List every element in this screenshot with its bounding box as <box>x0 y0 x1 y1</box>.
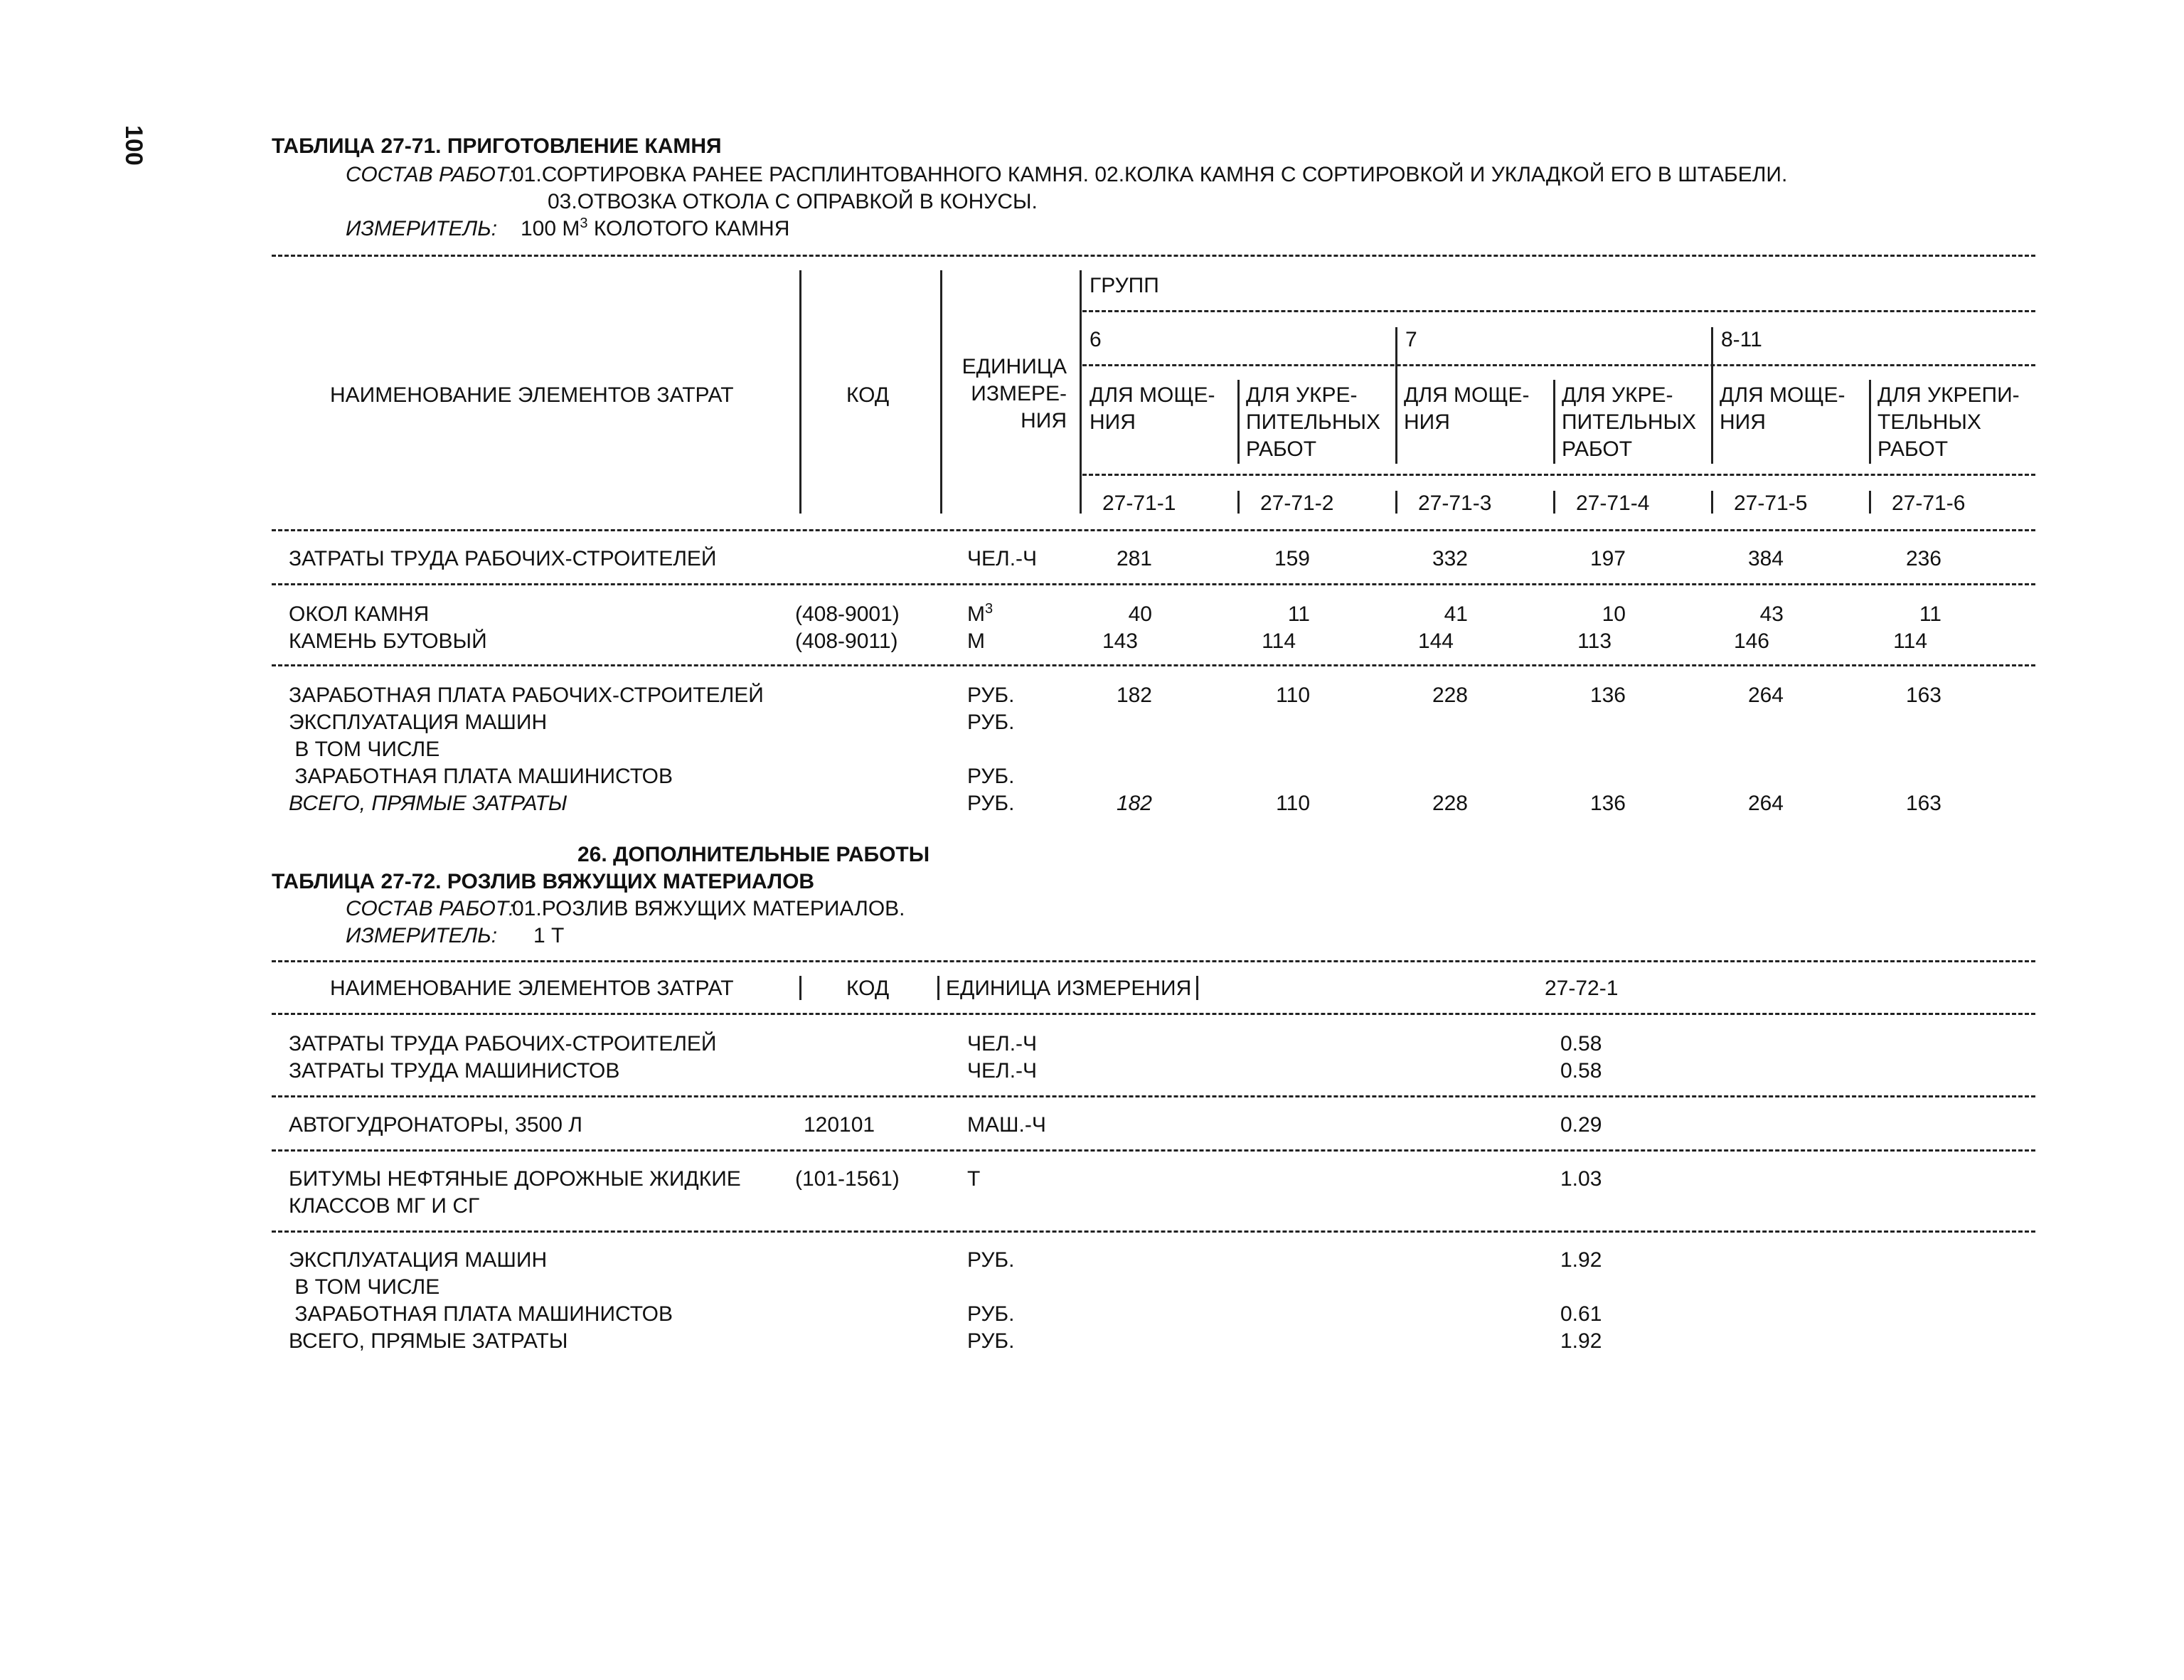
table-row-code: (408-9001) <box>795 602 900 626</box>
table1-header-code: КОД <box>846 383 890 407</box>
table1-subcol-6: РАБОТ <box>1877 437 1949 461</box>
table-row-unit: $М^3$ <box>967 601 994 626</box>
table1-top-rule <box>272 255 2035 257</box>
table-row-unit: РУБ. <box>967 765 1015 788</box>
table-row-unit: РУБ. <box>967 711 1015 734</box>
table1-subcol-6: ДЛЯ УКРЕПИ- <box>1877 383 2020 407</box>
table1-col-code: 27-71-6 <box>1892 491 1966 515</box>
table2-composition-label: СОСТАВ РАБОТ: <box>346 897 515 920</box>
table-cell: 384 <box>1747 547 1784 570</box>
table1-subcol-5: ДЛЯ МОЩЕ- <box>1720 383 1845 407</box>
table1-header-bottom-rule <box>272 529 2035 531</box>
table-cell: 136 <box>1589 684 1626 707</box>
separator <box>1080 270 1082 514</box>
table1-subcol-1: НИЯ <box>1090 410 1136 434</box>
table-cell: 159 <box>1274 547 1310 570</box>
table-row-name: ЭКСПЛУАТАЦИЯ МАШИН <box>289 1248 548 1272</box>
table-row-name: В ТОМ ЧИСЛЕ <box>289 1275 440 1299</box>
table2-top-rule <box>272 960 2035 962</box>
table1-group-7: 7 <box>1405 328 1417 351</box>
table2-title: ТАБЛИЦА 27-72. РОЗЛИВ ВЯЖУЩИХ МАТЕРИАЛОВ <box>272 870 815 893</box>
separator <box>1869 491 1871 514</box>
separator <box>1553 491 1555 514</box>
table1-subcol-4: РАБОТ <box>1562 437 1633 461</box>
table2-header-rule <box>272 1013 2035 1015</box>
table-cell: 264 <box>1747 792 1784 815</box>
table-cell: 182 <box>1116 792 1152 815</box>
table-row-unit: ЧЕЛ.-Ч <box>967 1059 1038 1083</box>
table-cell: 0.58 <box>1560 1032 1602 1056</box>
table1-col-code: 27-71-2 <box>1260 491 1334 515</box>
separator <box>1196 976 1198 1000</box>
table-cell: 332 <box>1432 547 1468 570</box>
table-cell: 144 <box>1417 629 1454 653</box>
table-row-name: ЗАТРАТЫ ТРУДА МАШИНИСТОВ <box>289 1059 620 1083</box>
table1-composition-label: СОСТАВ РАБОТ: <box>346 163 515 186</box>
table2-header-code: КОД <box>846 977 890 1000</box>
table-row-name: ЗАРАБОТНАЯ ПЛАТА МАШИНИСТОВ <box>289 765 673 788</box>
table1-subcol-3: НИЯ <box>1404 410 1450 434</box>
table1-subcol-1: ДЛЯ МОЩЕ- <box>1090 383 1215 407</box>
table1-subcol-5: НИЯ <box>1720 410 1766 434</box>
table-cell: 110 <box>1276 684 1310 707</box>
table1-measure-value: 100 $М^3$ КОЛОТОГО КАМНЯ <box>521 216 790 240</box>
table1-subcol-2: РАБОТ <box>1246 437 1317 461</box>
table1-composition-line1: 01.СОРТИРОВКА РАНЕЕ РАСПЛИНТОВАННОГО КАМНЯ. 02.КОЛКА КАМНЯ С СОРТИРОВКОЙ И УКЛАДКОЙ ЕГО В ШТАБЕЛИ. <box>512 163 1788 186</box>
table-cell: 1.92 <box>1560 1329 1602 1353</box>
table2-measure-label: ИЗМЕРИТЕЛЬ: <box>346 924 498 947</box>
table-row-unit: РУБ. <box>967 1248 1015 1272</box>
table-cell: 264 <box>1747 684 1784 707</box>
separator <box>1395 327 1397 464</box>
table-row-unit: МАШ.-Ч <box>967 1113 1046 1137</box>
table-row-unit: РУБ. <box>967 792 1015 815</box>
table1-subcol-3: ДЛЯ МОЩЕ- <box>1404 383 1530 407</box>
separator <box>1237 491 1240 514</box>
table1-col-code: 27-71-5 <box>1734 491 1808 515</box>
table-row-code: (408-9011) <box>795 629 898 653</box>
table-cell: 163 <box>1905 684 1941 707</box>
table-row-name: ЗАТРАТЫ ТРУДА РАБОЧИХ-СТРОИТЕЛЕЙ <box>289 1032 717 1056</box>
table1-header-unit: НИЯ <box>1021 409 1067 432</box>
table-cell: 1.92 <box>1560 1248 1602 1272</box>
table1-groups-label: ГРУПП <box>1090 274 1159 297</box>
table-cell: 110 <box>1276 792 1310 815</box>
table-cell: 182 <box>1116 684 1152 707</box>
table-row-unit: РУБ. <box>967 684 1015 707</box>
table-row-name: АВТОГУДРОНАТОРЫ, 3500 Л <box>289 1113 582 1137</box>
table-cell: 114 <box>1262 629 1296 653</box>
table-cell: 0.58 <box>1560 1059 1602 1083</box>
table-row-unit: М <box>967 629 985 653</box>
table-row-name: ВСЕГО, ПРЯМЫЕ ЗАТРАТЫ <box>289 1329 568 1353</box>
table1-title: ТАБЛИЦА 27-71. ПРИГОТОВЛЕНИЕ КАМНЯ <box>272 134 722 158</box>
table1-subcol-4: ДЛЯ УКРЕ- <box>1562 383 1673 407</box>
table-row-name: В ТОМ ЧИСЛЕ <box>289 738 440 761</box>
table-cell: 114 <box>1893 629 1927 653</box>
table-cell: 11 <box>1919 602 1941 626</box>
table1-header-unit: ИЗМЕРЕ- <box>971 382 1067 405</box>
table-row-name: ОКОЛ КАМНЯ <box>289 602 430 626</box>
table2-composition-line1: 01.РОЗЛИВ ВЯЖУЩИХ МАТЕРИАЛОВ. <box>512 897 905 920</box>
table-cell: 197 <box>1589 547 1626 570</box>
table1-col-code: 27-71-1 <box>1102 491 1176 515</box>
row-rule <box>272 664 2035 666</box>
table1-header-name: НАИМЕНОВАНИЕ ЭЛЕМЕНТОВ ЗАТРАТ <box>330 383 734 407</box>
section-title: 26. ДОПОЛНИТЕЛЬНЫЕ РАБОТЫ <box>577 843 930 866</box>
table1-subcol-4: ПИТЕЛЬНЫХ <box>1562 410 1697 434</box>
table-cell: 236 <box>1905 547 1941 570</box>
table-row-code: (101-1561) <box>795 1167 900 1191</box>
table-cell: 41 <box>1444 602 1468 626</box>
table1-col-code: 27-71-3 <box>1418 491 1492 515</box>
table-cell: 281 <box>1116 547 1152 570</box>
table-row-name: КЛАССОВ МГ И СГ <box>289 1194 480 1218</box>
table1-subcol-2: ДЛЯ УКРЕ- <box>1246 383 1358 407</box>
separator <box>1395 491 1397 514</box>
table-cell: 43 <box>1759 602 1784 626</box>
table-row-unit: РУБ. <box>967 1302 1015 1326</box>
table-cell: 0.61 <box>1560 1302 1602 1326</box>
table-row-name: ЗАРАБОТНАЯ ПЛАТА МАШИНИСТОВ <box>289 1302 673 1326</box>
table-row-name: ВСЕГО, ПРЯМЫЕ ЗАТРАТЫ <box>289 792 568 815</box>
table-cell: 40 <box>1128 602 1152 626</box>
table2-header-unit: ЕДИНИЦА ИЗМЕРЕНИЯ <box>946 977 1192 1000</box>
separator <box>1711 327 1713 464</box>
separator <box>940 270 942 514</box>
table1-subcol-6: ТЕЛЬНЫХ <box>1877 410 1981 434</box>
table-row-unit: ЧЕЛ.-Ч <box>967 547 1038 570</box>
table-row-name: ЗАТРАТЫ ТРУДА РАБОЧИХ-СТРОИТЕЛЕЙ <box>289 547 717 570</box>
separator <box>799 270 801 514</box>
table1-measure-label: ИЗМЕРИТЕЛЬ: <box>346 217 498 240</box>
page-number: 100 <box>120 125 147 166</box>
table-row-code: 120101 <box>804 1113 875 1137</box>
separator <box>799 976 801 1000</box>
table-row-unit: Т <box>967 1167 981 1191</box>
table1-col-code: 27-71-4 <box>1576 491 1650 515</box>
table1-header-rule <box>1082 364 2035 366</box>
row-rule <box>272 1230 2035 1233</box>
table-row-unit: РУБ. <box>967 1329 1015 1353</box>
table-cell: 146 <box>1733 629 1769 653</box>
table-cell: 113 <box>1577 629 1612 653</box>
table-cell: 228 <box>1432 792 1468 815</box>
table1-composition-line2: 03.ОТВОЗКА ОТКОЛА С ОПРАВКОЙ В КОНУСЫ. <box>548 190 1038 213</box>
table1-group-6: 6 <box>1090 328 1102 351</box>
table-cell: 1.03 <box>1560 1167 1602 1191</box>
separator <box>1553 380 1555 464</box>
separator <box>1237 380 1240 464</box>
table-cell: 228 <box>1432 684 1468 707</box>
table-cell: 0.29 <box>1560 1113 1602 1137</box>
table-cell: 143 <box>1102 629 1138 653</box>
table1-subcol-2: ПИТЕЛЬНЫХ <box>1246 410 1381 434</box>
table1-header-rule <box>1082 474 2035 476</box>
table1-header-rule <box>1082 310 2035 312</box>
table-cell: 11 <box>1287 602 1310 626</box>
table-cell: 10 <box>1602 602 1626 626</box>
table-cell: 136 <box>1589 792 1626 815</box>
table-row-unit: ЧЕЛ.-Ч <box>967 1032 1038 1056</box>
row-rule <box>272 1095 2035 1097</box>
table-cell: 163 <box>1905 792 1941 815</box>
table-row-name: ЭКСПЛУАТАЦИЯ МАШИН <box>289 711 548 734</box>
table1-header-unit: ЕДИНИЦА <box>962 355 1067 378</box>
table1-group-8-11: 8-11 <box>1721 328 1762 351</box>
table2-measure-value: 1 Т <box>533 924 565 947</box>
separator <box>1869 380 1871 464</box>
table-row-name: КАМЕНЬ БУТОВЫЙ <box>289 629 487 653</box>
separator <box>937 976 939 1000</box>
row-rule <box>272 1149 2035 1152</box>
row-rule <box>272 583 2035 585</box>
table-row-name: БИТУМЫ НЕФТЯНЫЕ ДОРОЖНЫЕ ЖИДКИЕ <box>289 1167 741 1191</box>
table2-header-name: НАИМЕНОВАНИЕ ЭЛЕМЕНТОВ ЗАТРАТ <box>330 977 734 1000</box>
separator <box>1711 491 1713 514</box>
table-row-name: ЗАРАБОТНАЯ ПЛАТА РАБОЧИХ-СТРОИТЕЛЕЙ <box>289 684 764 707</box>
table2-header-col: 27-72-1 <box>1545 977 1619 1000</box>
